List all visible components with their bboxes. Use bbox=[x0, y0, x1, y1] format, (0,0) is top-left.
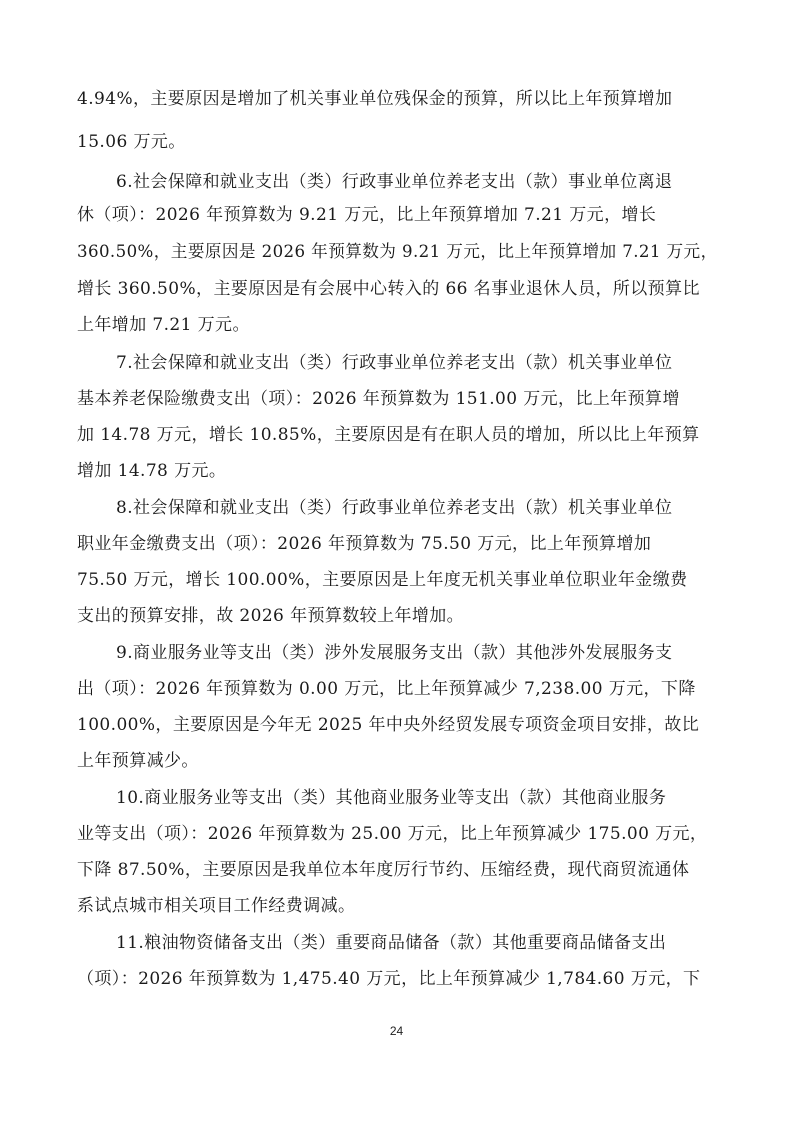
text-line: 休（项）：2026 年预算数为 9.21 万元，比上年预算增加 7.21 万元，增长 bbox=[77, 205, 657, 225]
text-line: 360.50%，主要原因是 2026 年预算数为 9.21 万元，比上年预算增加 7.21 万元， bbox=[77, 242, 718, 262]
page-number: 24 bbox=[389, 1024, 404, 1038]
text-line: 75.50 万元，增长 100.00%，主要原因是上年度无机关事业单位职业年金缴费 bbox=[77, 570, 688, 590]
text-line: （项）：2026 年预算数为 1,475.40 万元，比上年预算减少 1,784.60 万元，下 bbox=[77, 969, 701, 989]
text-line: 支出的预算安排，故 2026 年预算数较上年增加。 bbox=[77, 606, 465, 626]
text-line: 业等支出（项）：2026 年预算数为 25.00 万元，比上年预算减少 175.00 万元， bbox=[77, 824, 708, 844]
text-line: 4.94%，主要原因是增加了机关事业单位残保金的预算，所以比上年预算增加 bbox=[77, 89, 673, 109]
text-line: 上年增加 7.21 万元。 bbox=[77, 315, 250, 335]
paragraph-10-start: 10.商业服务业等支出（类）其他商业服务业等支出（款）其他商业服务 bbox=[116, 788, 667, 808]
paragraph-9-start: 9.商业服务业等支出（类）涉外发展服务支出（款）其他涉外发展服务支 bbox=[116, 643, 673, 663]
text-line: 增长 360.50%，主要原因是有会展中心转入的 66 名事业退休人员，所以预算比 bbox=[77, 279, 700, 299]
paragraph-7-start: 7.社会保障和就业支出（类）行政事业单位养老支出（款）机关事业单位 bbox=[116, 353, 673, 373]
text-line: 出（项）：2026 年预算数为 0.00 万元，比上年预算减少 7,238.00 万元，下降 bbox=[77, 679, 696, 699]
text-line: 增加 14.78 万元。 bbox=[77, 461, 227, 481]
paragraph-11-start: 11.粮油物资储备支出（类）重要商品储备（款）其他重要商品储备支出 bbox=[116, 933, 667, 953]
text-line: 15.06 万元。 bbox=[77, 132, 186, 152]
text-line: 下降 87.50%，主要原因是我单位本年度厉行节约、压缩经费，现代商贸流通体 bbox=[77, 860, 690, 880]
paragraph-8-start: 8.社会保障和就业支出（类）行政事业单位养老支出（款）机关事业单位 bbox=[116, 498, 673, 518]
text-line: 加 14.78 万元，增长 10.85%，主要原因是有在职人员的增加，所以比上年预算 bbox=[77, 425, 700, 445]
paragraph-6-start: 6.社会保障和就业支出（类）行政事业单位养老支出（款）事业单位离退 bbox=[116, 172, 673, 192]
text-line: 上年预算减少。 bbox=[77, 751, 199, 771]
text-line: 100.00%，主要原因是今年无 2025 年中央外经贸发展专项资金项目安排，故比 bbox=[77, 715, 700, 735]
text-line: 职业年金缴费支出（项）：2026 年预算数为 75.50 万元，比上年预算增加 bbox=[77, 534, 652, 554]
text-line: 基本养老保险缴费支出（项）：2026 年预算数为 151.00 万元，比上年预算增 bbox=[77, 389, 680, 409]
text-line: 系试点城市相关项目工作经费调减。 bbox=[77, 896, 356, 916]
